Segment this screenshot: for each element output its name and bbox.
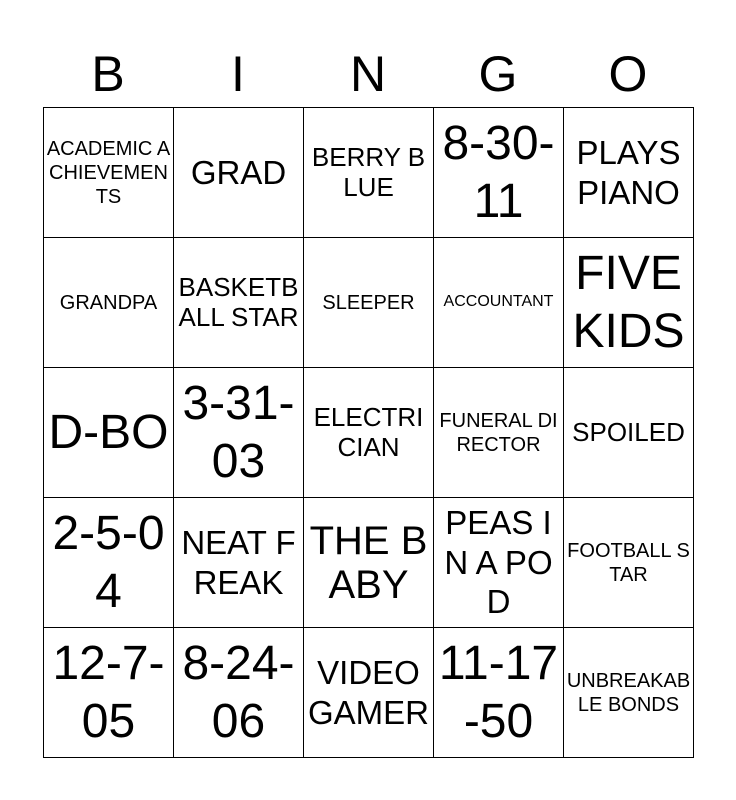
bingo-cell[interactable] — [434, 108, 564, 238]
cell-text: 11-17-50 — [438, 636, 559, 748]
header-letter-o: O — [608, 46, 648, 102]
bingo-cell[interactable] — [304, 628, 434, 758]
bingo-cell[interactable] — [564, 108, 694, 238]
bingo-cell[interactable] — [304, 368, 434, 498]
bingo-board — [43, 107, 694, 758]
bingo-cell[interactable] — [174, 238, 304, 368]
bingo-cell[interactable] — [174, 628, 304, 758]
header-letter-i: I — [231, 46, 245, 102]
bingo-cell[interactable] — [434, 498, 564, 628]
cell-text: UNBREAKABLE BONDS — [566, 669, 691, 716]
cell-text: D-BO — [48, 405, 169, 459]
cell-text: PLAYS PIANO — [576, 133, 681, 211]
bingo-cell[interactable] — [564, 238, 694, 368]
cell-text: GRANDPA — [59, 291, 158, 314]
cell-text: ACCOUNTANT — [443, 293, 554, 311]
bingo-cell[interactable] — [44, 238, 174, 368]
cell-text: 8-24-06 — [182, 636, 295, 748]
cell-text: FOOTBALL STAR — [567, 539, 690, 586]
bingo-cell[interactable] — [434, 368, 564, 498]
cell-text: ELECTRICIAN — [313, 401, 424, 462]
cell-text: NEAT FREAK — [181, 523, 296, 601]
bingo-cell[interactable] — [174, 498, 304, 628]
cell-text: 12-7-05 — [52, 636, 165, 748]
cell-text: 8-30-11 — [442, 116, 555, 228]
cell-text: 3-31-03 — [182, 376, 295, 488]
bingo-cell[interactable] — [564, 628, 694, 758]
cell-text: ACADEMIC ACHIEVEMENTS — [46, 137, 171, 208]
bingo-cell[interactable] — [174, 368, 304, 498]
bingo-header — [43, 40, 693, 108]
bingo-cell[interactable] — [304, 238, 434, 368]
bingo-cell[interactable] — [44, 108, 174, 238]
cell-text: FIVE KIDS — [572, 246, 685, 358]
cell-text: FUNERAL DIRECTOR — [439, 409, 558, 456]
cell-text: GRAD — [190, 153, 287, 191]
cell-text: BERRY BLUE — [311, 141, 426, 202]
bingo-cell[interactable] — [174, 108, 304, 238]
header-letter-n: N — [349, 46, 387, 102]
header-letter-g: G — [478, 46, 518, 102]
bingo-cell[interactable] — [44, 628, 174, 758]
bingo-cell[interactable] — [304, 108, 434, 238]
bingo-cell[interactable] — [44, 498, 174, 628]
bingo-cell[interactable] — [434, 628, 564, 758]
cell-text: 2-5-04 — [52, 506, 165, 618]
bingo-cell[interactable] — [44, 368, 174, 498]
bingo-cell[interactable] — [304, 498, 434, 628]
cell-text: VIDEO GAMER — [307, 653, 429, 731]
bingo-cell[interactable] — [564, 498, 694, 628]
cell-text: PEAS IN A POD — [444, 504, 553, 621]
bingo-cell[interactable] — [564, 368, 694, 498]
cell-text: BASKETBALL STAR — [178, 271, 299, 332]
header-letter-b: B — [91, 46, 125, 102]
bingo-cell[interactable] — [434, 238, 564, 368]
cell-text: SLEEPER — [322, 291, 415, 314]
cell-text: THE BABY — [309, 518, 428, 607]
cell-text: SPOILED — [572, 416, 685, 447]
